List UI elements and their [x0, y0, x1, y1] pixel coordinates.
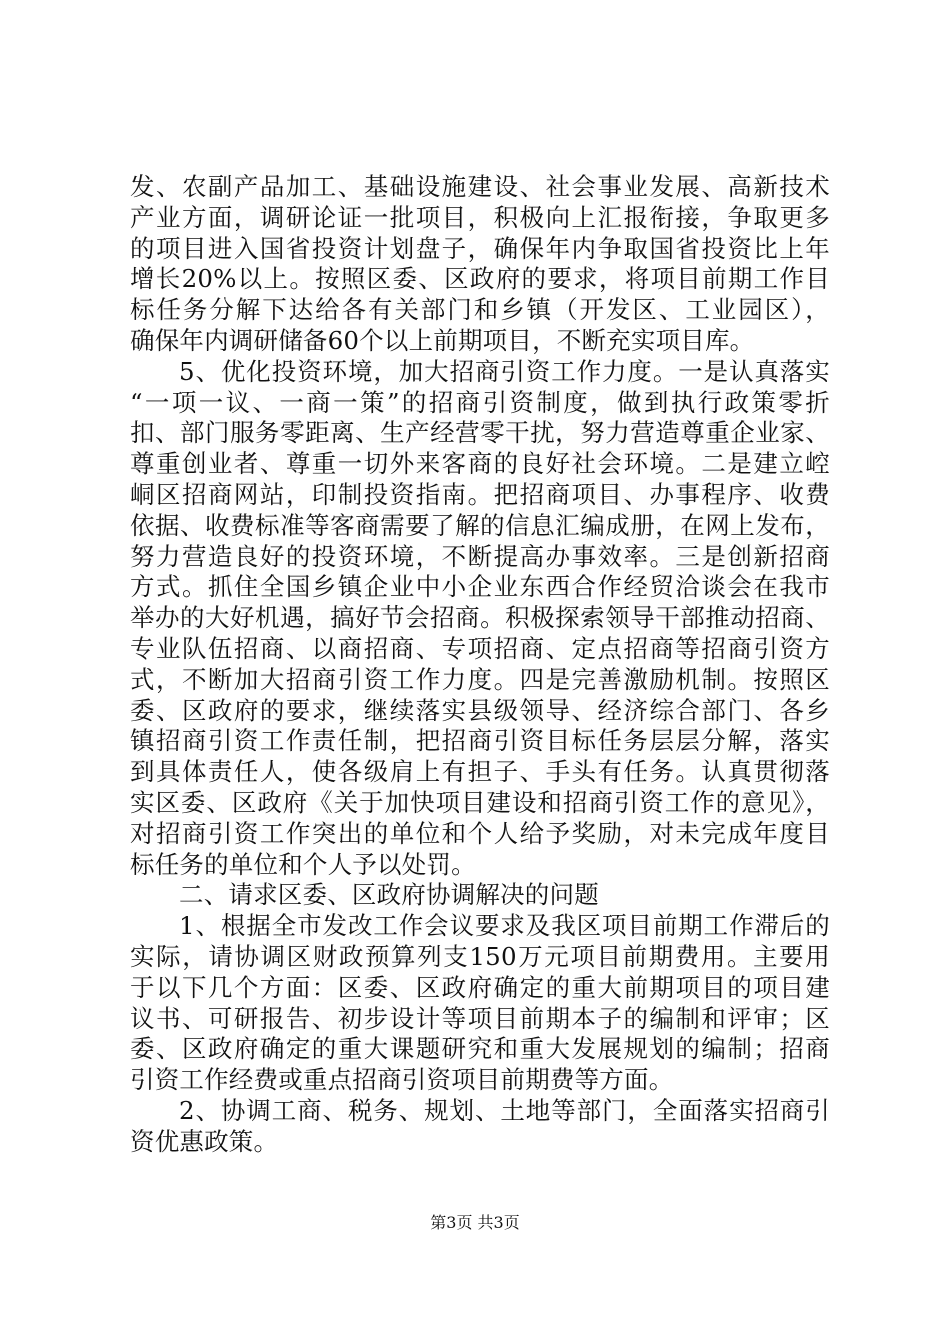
- paragraph-start-line: 1、根据全市发改工作会议要求及我区项目前期工作滞后的: [179, 911, 830, 941]
- text-line: 确保年内调研储备60个以上前期项目，不断充实项目库。: [130, 325, 755, 355]
- text-line: 资优惠政策。: [130, 1126, 279, 1156]
- text-line: 的项目进入国省投资计划盘子，确保年内争取国省投资比上年: [130, 233, 830, 263]
- text-line: 峒区招商网站，印制投资指南。把招商项目、办事程序、收费: [130, 479, 830, 509]
- text-line: 式，不断加大招商引资工作力度。四是完善激励机制。按照区: [130, 664, 830, 694]
- paragraph-start-line: 5、优化投资环境，加大招商引资工作力度。一是认真落实: [179, 356, 830, 386]
- paragraph-start-line: 2、协调工商、税务、规划、土地等部门，全面落实招商引: [179, 1095, 830, 1125]
- text-line: 实际，请协调区财政预算列支150万元项目前期费用。主要用: [130, 941, 830, 971]
- text-line: 发、农副产品加工、基础设施建设、社会事业发展、高新技术: [130, 172, 830, 201]
- text-line: 依据、收费标准等客商需要了解的信息汇编成册，在网上发布，: [130, 510, 830, 540]
- text-line: 委、区政府的要求，继续落实县级领导、经济综合部门、各乡: [130, 695, 830, 725]
- text-line: 标任务的单位和个人予以处罚。: [130, 849, 476, 879]
- text-line: 努力营造良好的投资环境，不断提高办事效率。三是创新招商: [130, 541, 830, 571]
- text-line: 专业队伍招商、以商招商、专项招商、定点招商等招商引资方: [130, 633, 830, 663]
- text-line: 委、区政府确定的重大课题研究和重大发展规划的编制；招商: [130, 1034, 830, 1064]
- section-heading: 二、请求区委、区政府协调解决的问题: [179, 880, 599, 910]
- text-line: 标任务分解下达给各有关部门和乡镇（开发区、工业园区），: [130, 295, 830, 325]
- text-line: 议书、可研报告、初步设计等项目前期本子的编制和评审；区: [130, 1003, 830, 1033]
- text-line: 产业方面，调研论证一批项目，积极向上汇报衔接，争取更多: [130, 202, 830, 232]
- text-line: 实区委、区政府《关于加快项目建设和招商引资工作的意见》，: [130, 787, 830, 817]
- text-line: 对招商引资工作突出的单位和个人给予奖励，对未完成年度目: [130, 818, 830, 848]
- text-line: “一项一议、一商一策”的招商引资制度，做到执行政策零折: [130, 387, 830, 417]
- text-line: 尊重创业者、尊重一切外来客商的良好社会环境。二是建立崆: [130, 449, 830, 479]
- text-line: 方式。抓住全国乡镇企业中小企业东西合作经贸洽谈会在我市: [130, 572, 830, 602]
- text-line: 到具体责任人，使各级肩上有担子、手头有任务。认真贯彻落: [130, 757, 830, 787]
- text-line: 镇招商引资工作责任制，把招商引资目标任务层层分解，落实: [130, 726, 830, 756]
- document-body: [130, 172, 830, 1158]
- text-line: 扣、部门服务零距离、生产经营零干扰，努力营造尊重企业家、: [130, 418, 830, 448]
- text-line: 于以下几个方面：区委、区政府确定的重大前期项目的项目建: [130, 972, 830, 1002]
- text-line: 增长20%以上。按照区委、区政府的要求，将项目前期工作目: [130, 264, 830, 294]
- page-number-footer: 第3页 共3页: [430, 1213, 520, 1232]
- text-line: 引资工作经费或重点招商引资项目前期费等方面。: [130, 1065, 674, 1095]
- text-line: 举办的大好机遇，搞好节会招商。积极探索领导干部推动招商、: [130, 603, 830, 633]
